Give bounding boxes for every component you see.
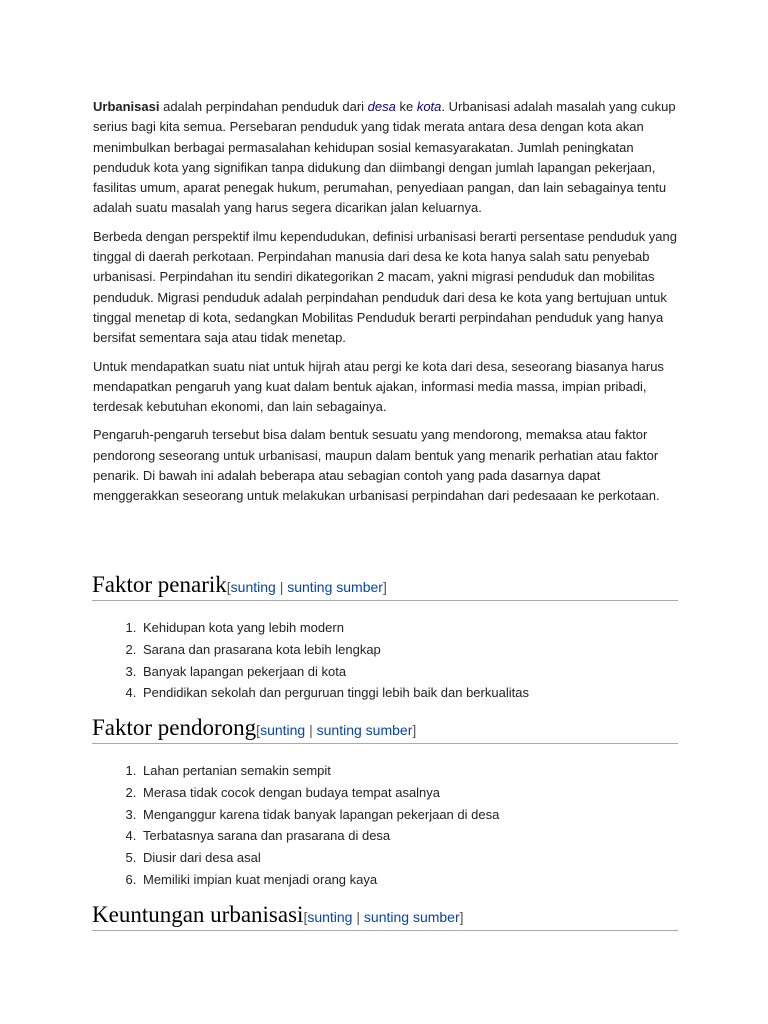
- edit-source-link[interactable]: sunting sumber: [363, 909, 460, 925]
- list-item: 4. Terbatasnya sarana dan prasarana di desa: [140, 825, 499, 847]
- section-title: Faktor pendorong: [92, 715, 257, 740]
- bracket-open: [: [256, 722, 261, 738]
- section-title: Keuntungan urbanisasi: [92, 902, 304, 927]
- link-desa[interactable]: desa: [367, 99, 396, 114]
- list-item: 2. Sarana dan prasarana kota lebih lengkap: [140, 639, 529, 661]
- paragraph-2: Berbeda dengan perspektif ilmu kependudukan, definisi urbanisasi berarti persentase penduduk yang tinggal di daerah perkotaan. Perpindahan manusia dari desa ke kota hanya salah satu penyebab urbanisasi. Perpindahan itu sendiri dikategorikan 2 macam, yakni migrasi penduduk dan mobilitas penduduk. Migrasi penduduk adalah perpindahan penduduk dari desa ke kota yang bertujuan untuk tinggal menetap di kota, sedangkan Mobilitas Penduduk berarti perpindahan penduduk yang hanya bersifat sementara saja atau tidak menetap.: [93, 228, 677, 346]
- list-item: 3. Menganggur karena tidak banyak lapangan pekerjaan di desa: [140, 804, 499, 826]
- list-item: 3. Banyak lapangan pekerjaan di kota: [140, 661, 529, 683]
- section-heading-faktor-penarik: [92, 572, 678, 601]
- list-faktor-pendorong: [93, 760, 499, 891]
- edit-link[interactable]: sunting: [230, 579, 276, 595]
- section-heading-keuntungan-urbanisasi: [92, 902, 678, 931]
- article-intro: [93, 97, 683, 515]
- bracket-open: [: [226, 579, 231, 595]
- edit-links: [303, 909, 463, 925]
- separator: |: [305, 722, 317, 738]
- bracket-close: ]: [459, 909, 464, 925]
- separator: |: [352, 909, 364, 925]
- edit-source-link[interactable]: sunting sumber: [316, 722, 413, 738]
- paragraph-text: adalah perpindahan penduduk dari: [159, 99, 368, 114]
- bracket-open: [: [303, 909, 308, 925]
- list-item: 4. Pendidikan sekolah dan perguruan tinggi lebih baik dan berkualitas: [140, 682, 529, 704]
- edit-links: [256, 722, 416, 738]
- section-title: Faktor penarik: [92, 572, 227, 597]
- paragraph-1: [93, 97, 683, 219]
- section-heading-faktor-pendorong: [92, 715, 678, 744]
- edit-link[interactable]: sunting: [260, 722, 306, 738]
- edit-links: [227, 579, 387, 595]
- list-item: 1. Kehidupan kota yang lebih modern: [140, 617, 529, 639]
- paragraph-text: ke: [395, 99, 417, 114]
- edit-source-link[interactable]: sunting sumber: [287, 579, 383, 595]
- bracket-close: ]: [382, 579, 387, 595]
- link-kota[interactable]: kota: [416, 99, 442, 114]
- paragraph-3: Untuk mendapatkan suatu niat untuk hijrah atau pergi ke kota dari desa, seseorang biasanya harus mendapatkan pengaruh yang kuat dalam bentuk ajakan, informasi media massa, impian pribadi, terdesak kebutuhan ekonomi, dan lain sebagainya.: [93, 358, 664, 415]
- separator: |: [275, 579, 288, 595]
- list-item: 2. Merasa tidak cocok dengan budaya tempat asalnya: [140, 782, 499, 804]
- list-item: 6. Memiliki impian kuat menjadi orang kaya: [140, 869, 499, 891]
- list-item: 1. Lahan pertanian semakin sempit: [140, 760, 499, 782]
- bracket-close: ]: [412, 722, 417, 738]
- term-urbanisasi: Urbanisasi: [93, 99, 160, 114]
- paragraph-4: Pengaruh-pengaruh tersebut bisa dalam bentuk sesuatu yang mendorong, memaksa atau faktor pendorong seseorang untuk urbanisasi, maupun dalam bentuk yang menarik perhatian atau faktor penarik. Di bawah ini adalah beberapa atau sebagian contoh yang pada dasarnya dapat menggerakkan seseorang untuk melakukan urbanisasi perpindahan dari pedesaaan ke perkotaan.: [93, 427, 660, 504]
- paragraph-text: . Urbanisasi adalah masalah yang cukup serius bagi kita semua. Persebaran penduduk yang tidak merata antara desa dengan kota akan menimbulkan berbagai permasalahan kehidupan sosial kemasyarakatan. Jumlah peningkatan penduduk kota yang signifikan tanpa didukung dan diimbangi dengan jumlah lapangan pekerjaan, fasilitas umum, aparat penegak hukum, perumahan, penyediaan pangan, dan lain sebagainya tentu adalah suatu masalah yang harus segera dicarikan jalan keluarnya.: [93, 99, 676, 216]
- list-faktor-penarik: [93, 617, 529, 704]
- list-item: 5. Diusir dari desa asal: [140, 847, 499, 869]
- edit-link[interactable]: sunting: [307, 909, 353, 925]
